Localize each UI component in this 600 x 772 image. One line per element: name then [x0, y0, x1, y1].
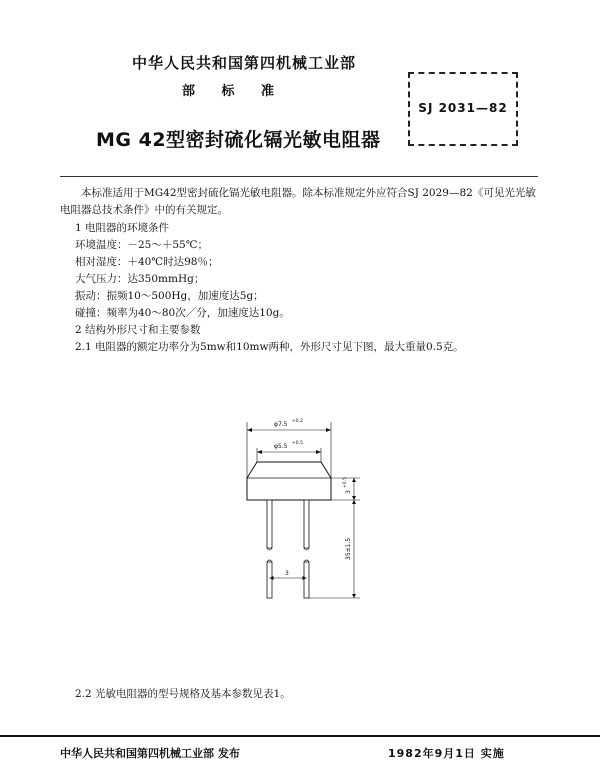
outer-diameter-tol: +0.2 — [292, 419, 303, 424]
publisher: 中华人民共和国第四机械工业部 发布 — [60, 747, 240, 760]
standard-code: SJ 2031—82 — [418, 101, 508, 115]
inner-diameter-label: φ5.5 — [274, 443, 288, 450]
env-humidity: 相对湿度：＋40℃时达98％； — [75, 256, 219, 268]
standard-label: 部 标 准 — [182, 84, 275, 99]
subsection-2-1: 2.1 电阻器的额定功率分为5mw和10mw两种，外形尺寸见下图，最大重量0.5克。 — [75, 341, 464, 353]
ministry-name: 中华人民共和国第四机械工业部 — [132, 54, 357, 72]
pitch-label: 3 — [285, 570, 289, 577]
footer-divider — [0, 735, 600, 737]
outer-diameter-label: φ7.5 — [274, 421, 288, 428]
subsection-2-2: 2.2 光敏电阻器的型号规格及基本参数见表1。 — [75, 688, 291, 700]
lead-left-upper — [267, 500, 272, 548]
env-vibration: 振动：振频10～500Hg，加速度达5g； — [75, 290, 264, 302]
effective-date: 1982年9月1日 实施 — [388, 747, 505, 760]
housing-body — [247, 462, 331, 500]
height-label: 3 — [345, 490, 352, 494]
lead-left-lower — [267, 562, 272, 598]
env-shock: 碰撞：频率为40～80次／分，加速度达10g。 — [75, 307, 290, 319]
lead-right-upper — [304, 500, 309, 548]
height-tol: +0.5 — [343, 477, 348, 488]
standard-code-box — [408, 72, 518, 146]
inner-diameter-tol: +0.5 — [292, 441, 303, 446]
env-pressure: 大气压力：达350mmHg； — [75, 273, 205, 285]
section-1-heading: 1 电阻器的环境条件 — [75, 222, 170, 234]
header-divider — [60, 176, 538, 177]
env-temperature: 环境温度：－25～＋55℃； — [75, 239, 208, 251]
resistor-dimension-drawing — [200, 400, 400, 610]
lead-length-label: 35±1.5 — [345, 537, 352, 560]
document-title: MG 42型密封硫化镉光敏电阻器 — [96, 129, 381, 151]
section-2-heading: 2 结构外形尺寸和主要参数 — [75, 324, 201, 336]
lead-right-lower — [304, 562, 309, 598]
lead-break-marks — [267, 548, 309, 562]
intro-paragraph: 本标准适用于MG42型密封硫化镉光敏电阻器。除本标准规定外应符合SJ 2029—82《可见光光敏电阻器总技术条件》中的有关规定。 — [60, 187, 536, 216]
